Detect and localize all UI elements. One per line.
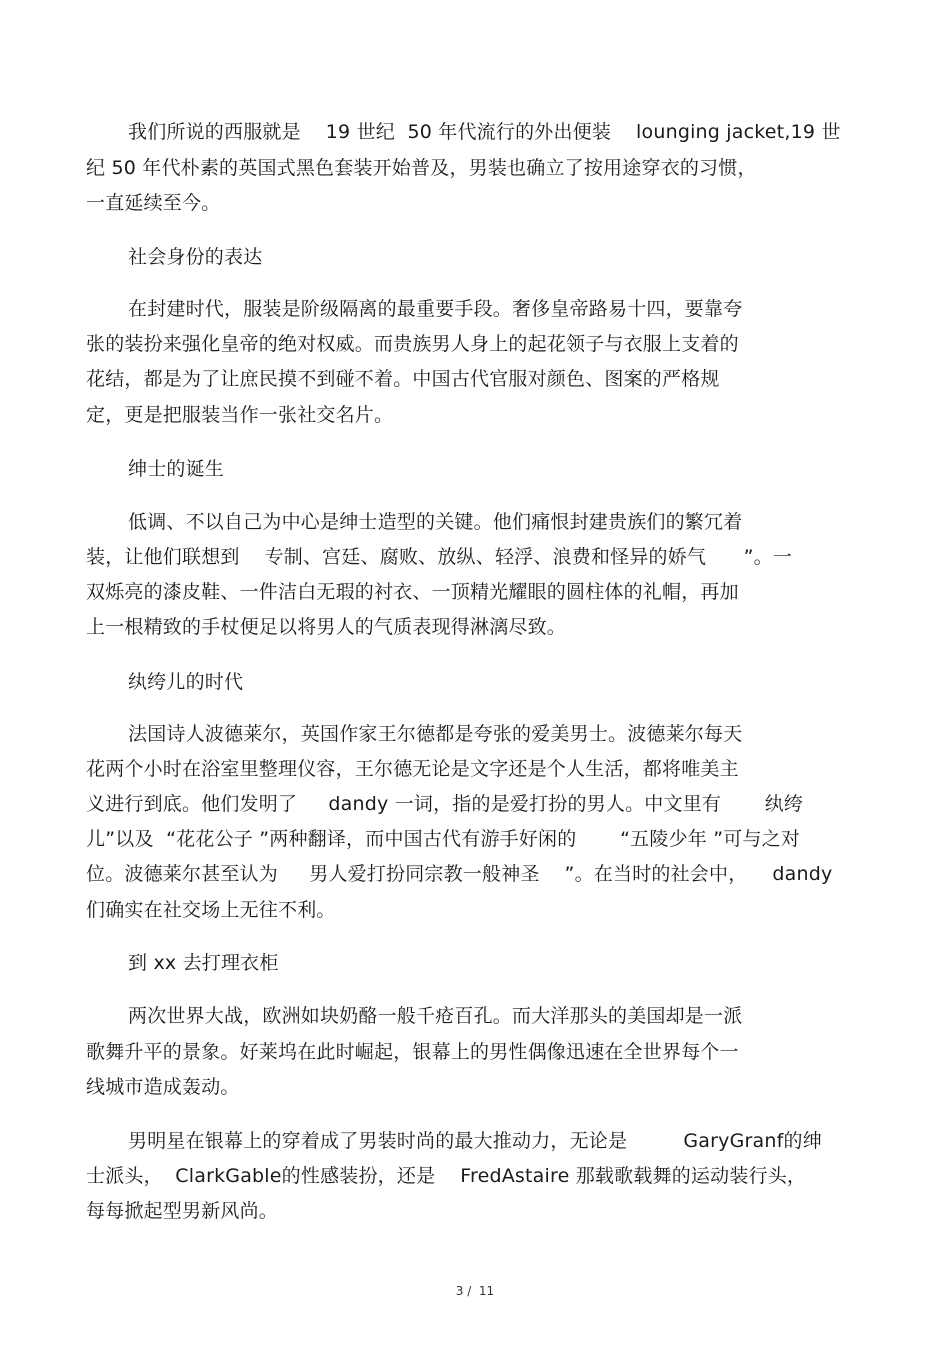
paragraph-line: 歌舞升平的景象。好莱坞在此时崛起，银幕上的男性偶像迅速在全世界每个一 [86,1041,739,1063]
paragraph-line: 每每掀起型男新风尚。 [86,1200,279,1222]
paragraph-line: 装，让他们联想到 专制、宫廷、腐败、放纵、轻浮、浪费和怪异的娇气 ”。一 [86,546,793,568]
paragraph-line: 花两个小时在浴室里整理仪容，王尔德无论是文字还是个人生活，都将唯美主 [86,758,739,780]
paragraph-line: 士派头， ClarkGable的性感装扮，还是 FredAstaire 那载歌载舞的运动装行头， [86,1165,807,1187]
paragraph-line: 位。波德莱尔甚至认为 男人爱打扮同宗教一般神圣 ”。在当时的社会中， dandy [86,863,833,885]
paragraph-line: 们确实在社交场上无往不利。 [86,899,336,921]
paragraph-line: 法国诗人波德莱尔，英国作家王尔德都是夸张的爱美男士。波德莱尔每天 [128,723,743,745]
paragraph-line: 义进行到底。他们发明了 dandy 一词，指的是爱打扮的男人。中文里有 纨绔 [86,793,804,815]
paragraph-line: 花结，都是为了让庶民摸不到碰不着。中国古代官服对颜色、图案的严格规 [86,368,720,390]
section-heading: 绅士的诞生 [128,458,225,480]
paragraph-line: 双烁亮的漆皮鞋、一件洁白无瑕的衬衣、一顶精光耀眼的圆柱体的礼帽，再加 [86,581,739,603]
paragraph-line: 纪 50 年代朴素的英国式黑色套装开始普及，男装也确立了按用途穿衣的习惯， [86,157,757,179]
paragraph-line: 一直延续至今。 [86,192,221,214]
paragraph-line: 男明星在银幕上的穿着成了男装时尚的最大推动力，无论是 GaryGranf的绅 [128,1130,822,1152]
paragraph-line: 线城市造成轰动。 [86,1076,240,1098]
paragraph-line: 上一根精致的手杖便足以将男人的气质表现得淋漓尽致。 [86,616,567,638]
page-number: 3 / 11 [455,1284,495,1298]
section-heading: 到 xx 去打理衣柜 [128,952,279,974]
paragraph-line: 定，更是把服装当作一张社交名片。 [86,404,394,426]
paragraph-line: 在封建时代，服装是阶级隔离的最重要手段。奢侈皇帝路易十四，要靠夸 [128,298,743,320]
paragraph-line: 张的装扮来强化皇帝的绝对权威。而贵族男人身上的起花领子与衣服上支着的 [86,333,739,355]
section-heading: 纨绔儿的时代 [128,671,244,693]
paragraph-line: 两次世界大战，欧洲如块奶酪一般千疮百孔。而大洋那头的美国却是一派 [128,1005,743,1027]
paragraph-line: 儿”以及 “花花公子 ”两种翻译，而中国古代有游手好闲的 “五陵少年 ”可与之对 [86,828,801,850]
paragraph-line: 我们所说的西服就是 19 世纪 50 年代流行的外出便装 lounging jacket,19 世 [128,121,841,143]
paragraph-line: 低调、不以自己为中心是绅士造型的关键。他们痛恨封建贵族们的繁冗着 [128,511,743,533]
section-heading: 社会身份的表达 [128,246,263,268]
